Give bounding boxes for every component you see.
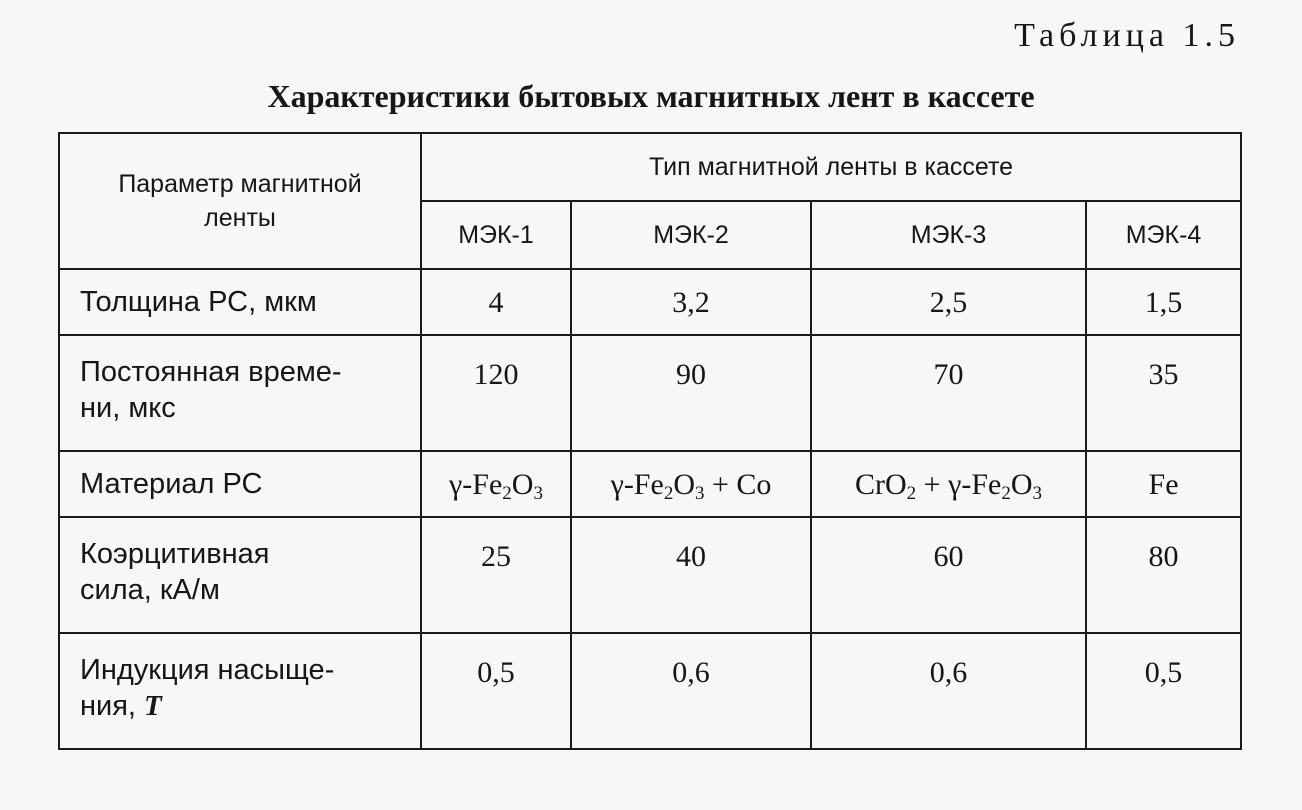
table-cell: 0,5 — [1086, 633, 1241, 749]
table-cell: 2,5 — [811, 269, 1086, 335]
table-cell: 3,2 — [571, 269, 811, 335]
table-cell: 25 — [421, 517, 571, 633]
type-header-mek2: МЭК-2 — [571, 201, 811, 269]
table-row-coercivity — [59, 517, 1241, 633]
type-group-header: Тип магнитной ленты в кассете — [421, 133, 1241, 201]
table-row-saturation-induction — [59, 633, 1241, 749]
header-row-1 — [59, 133, 1241, 201]
table-cell: 80 — [1086, 517, 1241, 633]
row-label — [59, 269, 421, 335]
table-title: Характеристики бытовых магнитных лент в кассете — [267, 78, 1035, 114]
type-header-mek1: МЭК-1 — [421, 201, 571, 269]
type-header-mek4: МЭК-4 — [1086, 201, 1241, 269]
table-cell: 90 — [571, 335, 811, 451]
row-label-line1: Материал РС — [80, 468, 263, 500]
table-row-thickness — [59, 269, 1241, 335]
row-label — [59, 451, 421, 517]
material-cell-mek2: $\gamma-Fe_2O_3 + Co$ — [571, 451, 811, 517]
table-row-time-constant — [59, 335, 1241, 451]
table-number: Таблица 1.5 — [1014, 17, 1240, 54]
table-cell: 1,5 — [1086, 269, 1241, 335]
material-cell-mek3: $CrO_2 + \gamma-Fe_2O_3$ — [811, 451, 1086, 517]
row-label-line2: ни, мкс — [80, 392, 176, 424]
material-cell-mek1: $\gamma-Fe_2O_3$ — [421, 451, 571, 517]
table-cell: 0,5 — [421, 633, 571, 749]
characteristics-table — [58, 132, 1242, 750]
row-label-line1: Толщина РС, мкм — [80, 286, 317, 318]
row-label-line1: Индукция насыще- — [80, 654, 335, 686]
table-cell: 35 — [1086, 335, 1241, 451]
table-cell: 40 — [571, 517, 811, 633]
row-label — [59, 517, 421, 633]
row-label-line1: Коэрцитивная — [80, 538, 270, 570]
param-header-line2: ленты — [204, 204, 276, 232]
row-label — [59, 633, 421, 749]
table-cell: 0,6 — [811, 633, 1086, 749]
table-cell: 60 — [811, 517, 1086, 633]
row-label — [59, 335, 421, 451]
table-cell: 70 — [811, 335, 1086, 451]
table-cell: 0,6 — [571, 633, 811, 749]
param-header-cell — [59, 133, 421, 269]
table-row-material — [59, 451, 1241, 517]
type-header-mek3: МЭК-3 — [811, 201, 1086, 269]
table-cell: 4 — [421, 269, 571, 335]
row-label-line1: Постоянная време- — [80, 356, 342, 388]
table-cell: 120 — [421, 335, 571, 451]
row-label-line2: сила, кА/м — [80, 574, 220, 606]
param-header-line1: Параметр магнитной — [118, 170, 362, 198]
material-cell-mek4: Fe — [1086, 451, 1241, 517]
row-label-line2: ния, Т — [80, 690, 162, 722]
unit-symbol: Т — [144, 690, 162, 722]
